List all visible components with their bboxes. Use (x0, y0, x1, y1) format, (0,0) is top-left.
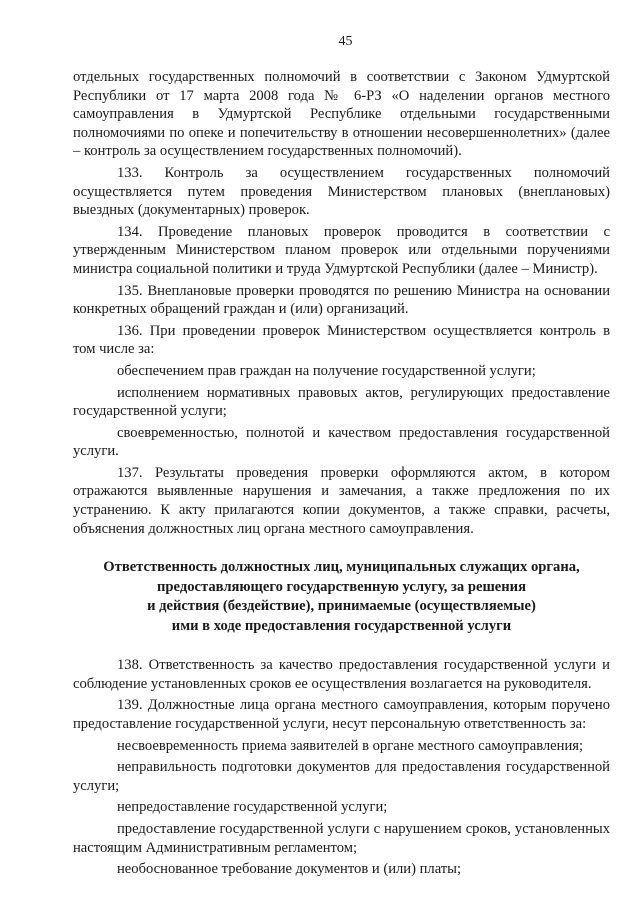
paragraph-135: 135. Внеплановые проверки проводятся по решению Министра на основании конкретных обращений граждан и (или) организаций. (73, 282, 610, 318)
paragraph-136-item-1: обеспечением прав граждан на получение государственной услуги; (117, 362, 536, 379)
paragraph-continuation: отдельных государственных полномочий в соответствии с Законом Удмуртской Республики от 17 марта 2008 года № 6-РЗ «О наделении органов местного самоуправления в Удмуртской Республике отдельными государственными полномочиями по опеке и попечительству в отношении несовершеннолетних» (далее – контроль за осуществлением государственных полномочий). (73, 69, 610, 160)
section-top (73, 68, 610, 538)
paragraph-133: 133. Контроль за осуществлением государственных полномочий осуществляется путем проведения Министерством плановых (внеплановых) выездных (документарных) проверок. (73, 164, 610, 219)
paragraph-139-item-1: несвоевременность приема заявителей в органе местного самоуправления; (117, 737, 584, 754)
paragraph-136-item-2: исполнением нормативных правовых актов, регулирующих предоставление государственной услуги; (73, 384, 610, 420)
paragraph-138: 138. Ответственность за качество предоставления государственной услуги и соблюдение установленных сроков ее осуществления возлагается на руководителя. (73, 657, 610, 692)
paragraph-139-item-3: непредоставление государственной услуги; (117, 799, 388, 816)
heading-line: предоставляющего государственную услугу, за решения (157, 578, 526, 595)
heading-line: Ответственность должностных лиц, муниципальных служащих органа, (103, 559, 580, 576)
paragraph-136: 136. При проведении проверок Министерством осуществляется контроль в том числе за: (73, 322, 610, 358)
section-heading (73, 558, 610, 636)
page-number: 45 (338, 34, 353, 49)
paragraph-136-item-3: своевременностью, полнотой и качеством предоставления государственной услуги. (73, 424, 610, 460)
paragraph-139-item-5: необоснованное требование документов и (или) платы; (117, 861, 462, 878)
paragraph-139-item-2: неправильность подготовки документов для предоставления государственной услуги; (73, 759, 610, 794)
paragraph-137: 137. Результаты проведения проверки оформляются актом, в котором отражаются выявленные нарушения и замечания, а также предложения по их устранению. К акту прилагаются копии документов, а также справки, расчеты, объяснения должностных лиц органа местного самоуправления. (73, 464, 610, 537)
heading-line: ими в ходе предоставления государственной услуги (171, 617, 512, 634)
section-bottom (73, 656, 610, 879)
heading-line: и действия (бездействие), принимаемые (осуществляемые) (147, 598, 536, 615)
paragraph-139-item-4: предоставление государственной услуги с нарушением сроков, установленных настоящим Административным регламентом; (73, 821, 610, 856)
paragraph-139: 139. Должностные лица органа местного самоуправления, которым поручено предоставление государственной услуги, несут персональную ответственность за: (73, 697, 610, 733)
paragraph-134: 134. Проведение плановых проверок проводится в соответствии с утвержденным Министерством планом проверок или отдельными поручениями министра социальной политики и труда Удмуртской Республики (далее – Министр). (73, 223, 610, 277)
